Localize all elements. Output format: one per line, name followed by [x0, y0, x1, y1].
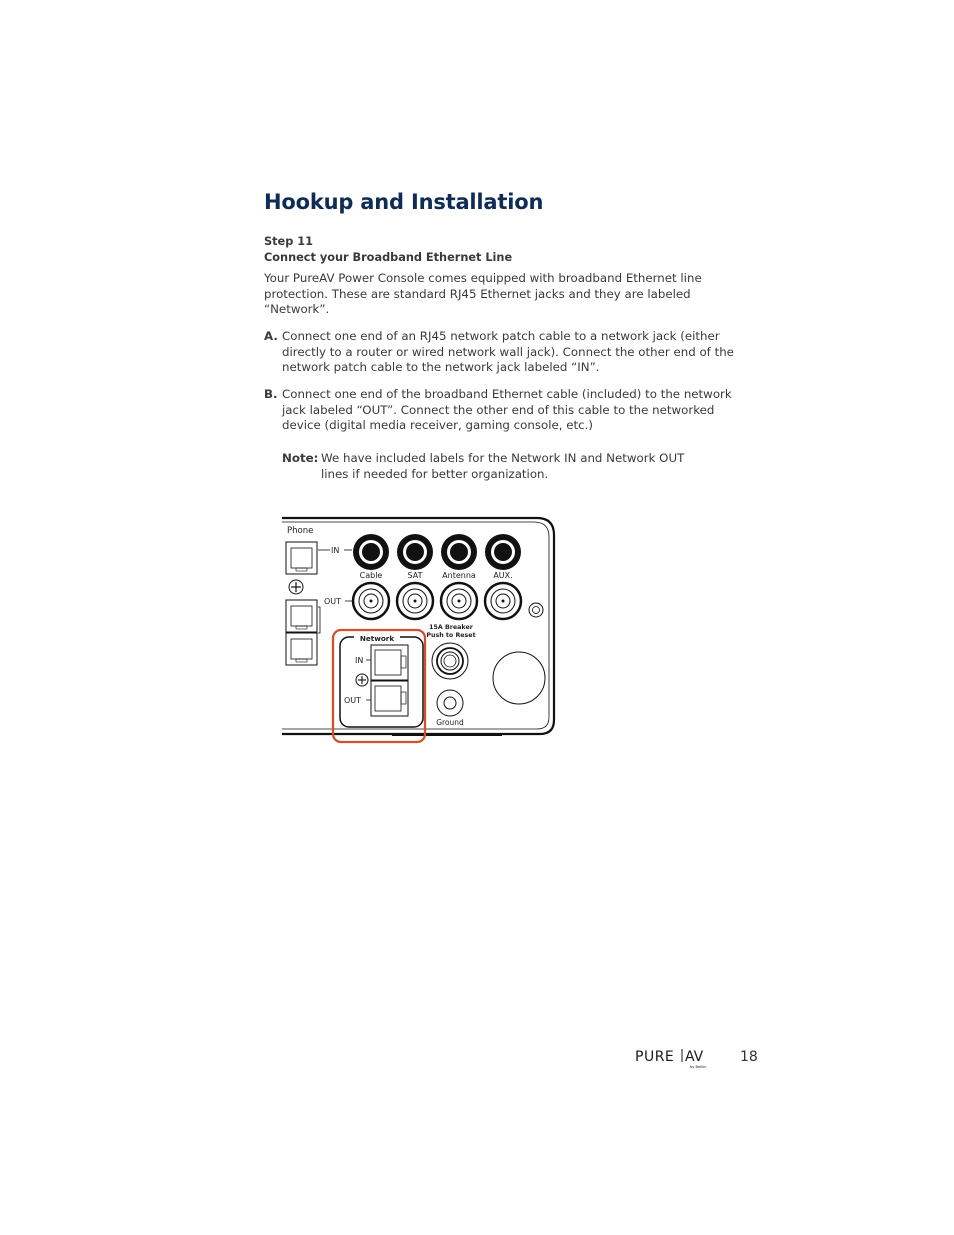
- intro-paragraph: Your PureAV Power Console comes equipped with broadband Ethernet line protection. These are standard RJ45 Ethernet jacks and they are labeled “Network”.: [264, 271, 702, 317]
- network-label: Network: [359, 634, 395, 643]
- coax-in-sat-icon: [397, 534, 433, 570]
- cable-label: Cable: [359, 571, 383, 580]
- step-title: Connect your Broadband Ethernet Line: [264, 251, 513, 264]
- network-ground-screw-icon: [356, 674, 368, 686]
- coax-out-antenna-icon: [441, 583, 477, 619]
- page-number: 18: [740, 1049, 758, 1065]
- phone-in-label: IN: [331, 546, 340, 555]
- network-out-label: OUT: [344, 696, 362, 705]
- page-title: Hookup and Installation: [264, 190, 544, 214]
- back-panel-svg: [282, 515, 562, 745]
- logo-text-left: PURE: [635, 1049, 675, 1065]
- phone-jack-out-1: [286, 600, 317, 632]
- logo-text-right: AV: [685, 1049, 704, 1065]
- pureav-logo: [634, 1046, 718, 1070]
- console-back-panel-illustration: [282, 515, 562, 745]
- coax-in-aux-icon: [485, 534, 521, 570]
- breaker-label-line2: Push to Reset: [426, 632, 476, 639]
- ground-screw-icon: [289, 580, 303, 594]
- round-cover-icon: [493, 652, 545, 704]
- instruction-item-a: [264, 329, 734, 376]
- breaker-reset-button-icon: [432, 643, 468, 679]
- coax-out-aux-icon: [485, 583, 521, 619]
- coax-out-sat-icon: [397, 583, 433, 619]
- network-jack-in: [371, 645, 408, 680]
- network-jack-out: [371, 681, 408, 716]
- phone-jack-out-2: [286, 633, 317, 665]
- instruction-letter: A.: [264, 329, 278, 343]
- note: [282, 451, 702, 482]
- note-label: Note:: [282, 451, 319, 465]
- ground-label: Ground: [436, 718, 464, 727]
- coax-in-cable-icon: [353, 534, 389, 570]
- screw-icon: [529, 603, 543, 617]
- phone-label: Phone: [287, 526, 314, 536]
- step-number: Step 11: [264, 235, 313, 248]
- instruction-item-b: [264, 387, 734, 434]
- instruction-letter: B.: [264, 387, 278, 401]
- note-text: We have included labels for the Network IN and Network OUT lines if needed for better organization.: [321, 451, 685, 481]
- network-panel: [340, 633, 423, 727]
- antenna-label: Antenna: [442, 571, 476, 580]
- network-in-label: IN: [355, 656, 364, 665]
- logo-byline: by Belkin: [690, 1065, 707, 1069]
- phone-out-label: OUT: [324, 597, 342, 606]
- breaker-label-line1: 15A Breaker: [429, 624, 473, 631]
- coax-in-antenna-icon: [441, 534, 477, 570]
- coax-out-cable-icon: [353, 583, 389, 619]
- step-header: [264, 234, 512, 266]
- phone-jack-in: [286, 542, 317, 574]
- instruction-text: Connect one end of an RJ45 network patch cable to a network jack (either directly to a router or wired network wall jack). Connect the other end of the network patch cable to the network jack labeled “IN”.: [282, 329, 734, 375]
- aux-label: AUX.: [493, 571, 513, 580]
- ground-post-icon: [437, 690, 463, 716]
- sat-label: SAT: [407, 571, 423, 580]
- instruction-text: Connect one end of the broadband Ethernet cable (included) to the network jack labeled “OUT”. Connect the other end of this cable to the networked device (digital media receiver, gaming console, etc.): [282, 387, 732, 433]
